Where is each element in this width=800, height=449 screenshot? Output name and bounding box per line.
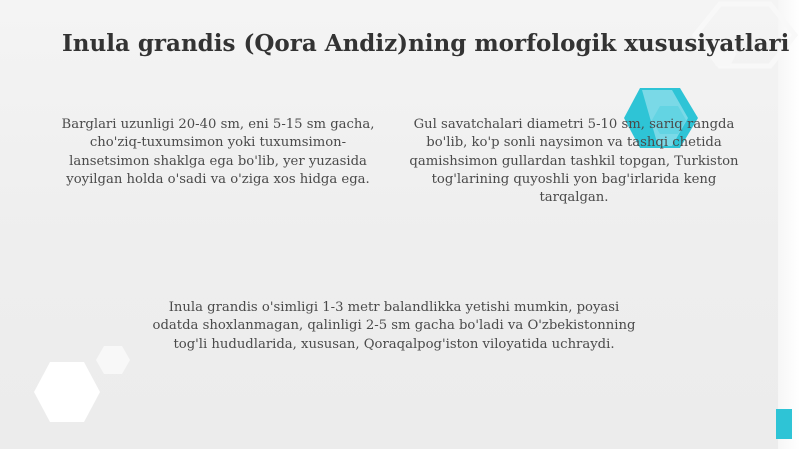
flower-description-text: Gul savatchalari diametri 5-10 sm, sariq rangda bo'lib, ko'p sonli naysimon va tashqi chetida qamishsimon gullardan tashkil topgan, Turkiston tog'larining quyoshli yon bag'irlarida keng tarqalgan. xyxy=(409,117,739,206)
white-hexagon-decoration xyxy=(28,340,138,440)
accent-bar xyxy=(776,409,792,439)
plant-height-description-text: Inula grandis o'simligi 1-3 metr balandlikka yetishi mumkin, poyasi odatda shoxlanmagan, qalinligi 2-5 sm gacha bo'ladi va O'zbekistonning tog'li hududlarida, xususan, Qoraqalpog'iston viloyatida uchraydi. xyxy=(152,300,636,352)
slide-title: Inula grandis (Qora Andiz)ning morfologik xususiyatlari xyxy=(62,30,790,57)
leaf-description-text: Barglari uzunligi 20-40 sm, eni 5-15 sm gacha, cho'ziq-tuxumsimon yoki tuxumsimon-lansetsimon shaklga ega bo'lib, yer yuzasida yoyilgan holda o'sadi va o'ziga xos hidga ega. xyxy=(61,117,375,187)
